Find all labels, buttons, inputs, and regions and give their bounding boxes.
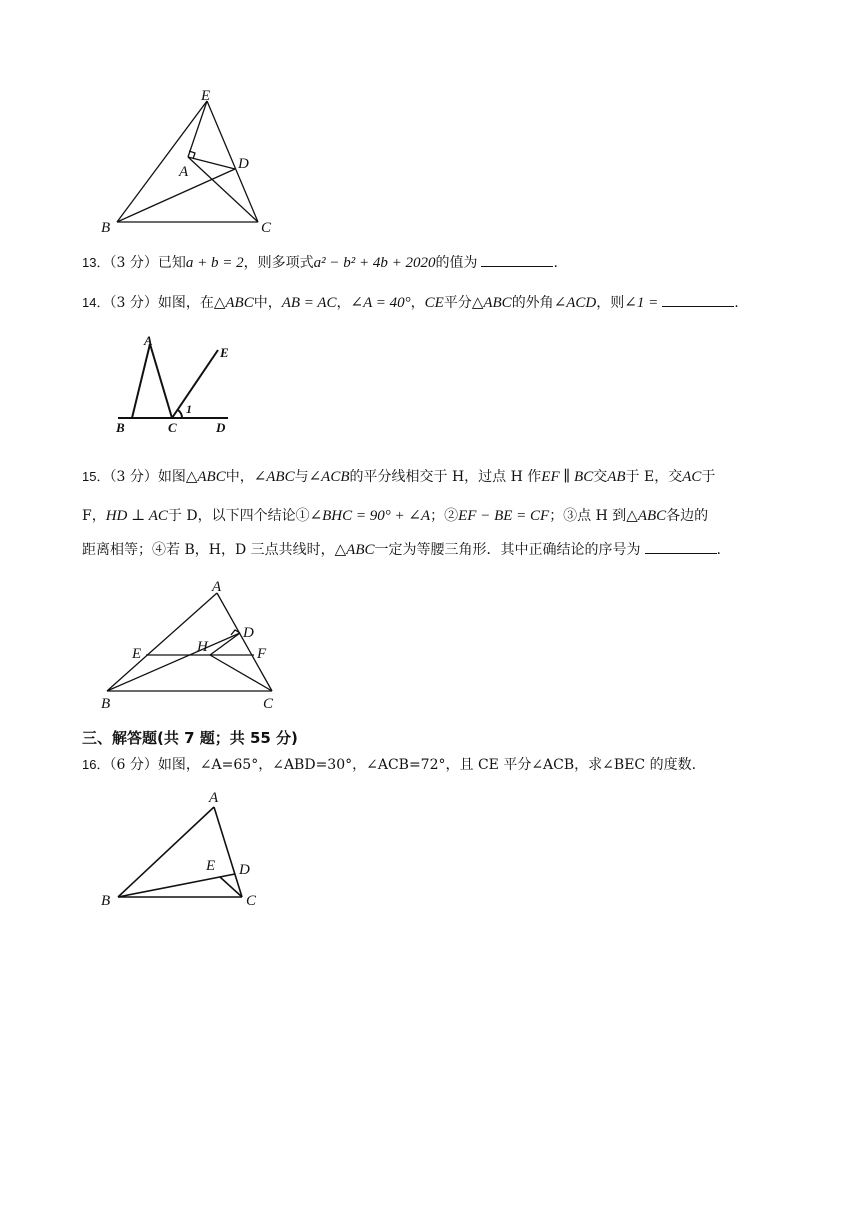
segment-ab [118,807,214,897]
question-text: 中， [225,469,254,485]
label-a: A [144,333,153,348]
question-number: 13． [82,255,110,270]
question-text: 的平分线相交于 H，过点 H 作 [349,469,542,485]
math-expression: △ABC [471,295,512,311]
math-expression: CE [424,295,444,311]
segment-ea [188,101,207,157]
label-angle-1: 1 [186,402,192,416]
figure-triangle-ebc [95,85,295,240]
figure-q16-svg [98,785,278,915]
ray-ce [172,350,218,418]
question-text: ， [336,295,351,311]
question-13 [82,253,812,273]
question-text: 中， [253,295,282,311]
question-number: 15． [82,469,110,484]
math-expression: ∠ABC [253,469,295,485]
question-points: （3 分） [109,295,158,311]
label-h: H [197,639,208,655]
question-text: 于 D，以下四个结论① [167,508,310,524]
math-expression: EF ∥ BC [541,469,594,485]
question-text: . [716,542,721,558]
math-expression: ∠ACB [308,469,350,485]
figure-q16 [98,785,278,915]
figure-q15 [100,575,290,715]
figure-q14 [110,330,250,440]
math-expression: AB = AC [281,295,337,311]
question-text: F， [82,508,106,524]
question-text: ，则 [596,295,625,311]
segment-ac [217,593,272,691]
math-expression: △ABC [185,469,226,485]
segment-bd [107,633,240,691]
segment-bd [118,874,235,897]
segment-ec [207,101,258,222]
math-expression: AB [607,469,626,485]
question-text: 交 [593,469,608,485]
label-c: C [261,220,272,236]
question-text: ；③点 H 到 [549,508,627,524]
math-expression: AC [682,469,702,485]
question-number: 16． [82,757,110,772]
angle-1-arc [178,410,182,418]
question-text: 一定为等腰三角形．其中正确结论的序号为 [374,542,641,558]
question-text: 如图，∠A=65°，∠ABD=30°，∠ACB=72°，且 CE 平分∠ACB，求∠BEC 的度数. [157,757,697,773]
question-text: 各边的 [666,508,709,524]
section-title: 三、解答题(共 7 题；共 55 分) [82,729,298,747]
label-e: E [220,345,229,360]
question-text: 如图 [157,469,186,485]
answer-blank[interactable] [645,540,717,554]
label-c: C [246,893,257,909]
question-points: （3 分） [109,469,158,485]
label-f: F [257,646,267,662]
math-expression: ∠BHC = 90° + ∠A [309,508,431,524]
question-points: （6 分） [109,757,158,773]
label-d: D [216,420,226,435]
math-expression: EF − BE = CF [458,508,550,524]
math-expression: ∠A = 40° [350,295,411,311]
question-text: ；② [430,508,459,524]
question-text: 如图，在 [157,295,214,311]
question-15-line-3 [82,540,812,560]
question-text: 已知 [157,255,186,271]
question-15-line-2 [82,506,812,526]
math-expression: △ABC [626,508,667,524]
question-text: 与 [294,469,309,485]
answer-blank[interactable] [481,253,553,267]
question-text: 距离相等；④若 B，H，D 三点共线时， [82,542,335,558]
question-text: . [734,295,739,311]
label-c: C [168,420,177,435]
math-expression: ∠ACD [553,295,597,311]
question-14 [82,293,812,313]
math-expression: △ABC [213,295,254,311]
label-b: B [116,420,125,435]
segment-ab [132,344,150,418]
question-text: 的值为 [435,255,478,271]
label-d: D [243,625,254,641]
label-d: D [238,156,249,172]
question-text: 平分 [443,295,472,311]
figure-q15-svg [100,575,290,715]
label-a: A [179,164,189,180]
question-text: . [553,255,558,271]
math-expression: HD ⊥ AC [105,508,168,524]
label-a: A [212,579,222,595]
figure-triangle-ebc-svg [95,85,295,240]
question-number: 14． [82,295,110,310]
label-e: E [201,88,211,104]
label-d: D [239,862,250,878]
label-b: B [101,220,111,236]
label-e: E [206,858,216,874]
math-expression: △ABC [334,542,375,558]
question-text: 的外角 [511,295,554,311]
question-text: 于 [701,469,716,485]
question-15-line-1 [82,467,812,487]
segment-bd [117,169,235,222]
question-text: ， [410,295,425,311]
question-16 [82,755,812,775]
segment-ac [150,344,172,418]
question-text: 于 E，交 [625,469,683,485]
question-points: （3 分） [109,255,158,271]
math-expression: ∠1 = [624,295,659,311]
math-expression: a² − b² + 4b + 2020 [313,255,436,271]
label-c: C [263,696,274,712]
label-b: B [101,893,111,909]
math-expression: a + b = 2 [185,255,244,271]
label-b: B [101,696,111,712]
figure-q14-svg [110,330,250,440]
label-a: A [209,790,219,806]
question-text: ，则多项式 [243,255,314,271]
answer-blank[interactable] [662,293,734,307]
label-e: E [132,646,142,662]
